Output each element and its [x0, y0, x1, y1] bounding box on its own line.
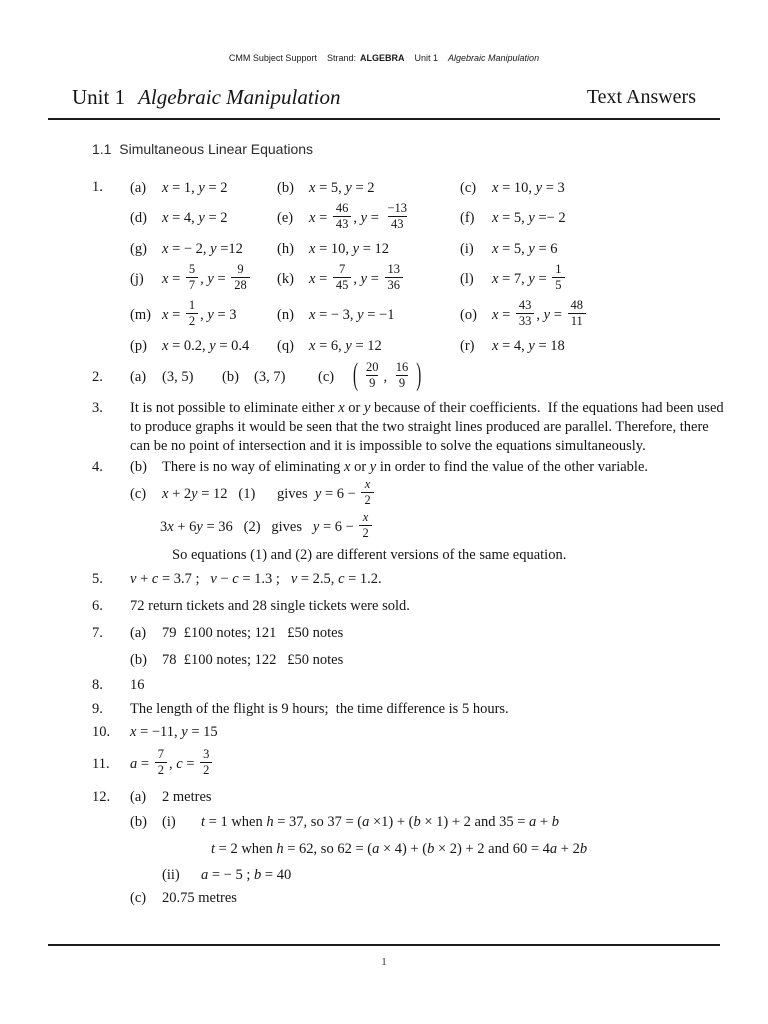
part-label: (b): [130, 651, 147, 668]
fraction: $\frac{43}{33}$: [516, 298, 535, 329]
part-label: (h): [277, 240, 294, 257]
answer-text: 16: [130, 676, 145, 693]
part-label: (c): [318, 369, 335, 386]
part-label: (g): [130, 240, 147, 257]
answer-text: 79 £100 notes; 121 £50 notes: [162, 625, 344, 642]
math-answer: 3x + 6y = 36 (2) gives y = 6 − $\frac{x}{2}$: [160, 512, 374, 543]
part-answer: x = 5, y = 2: [309, 179, 375, 196]
question-3: [92, 399, 768, 456]
title-right: Text Answers: [586, 86, 696, 108]
part-label: (i): [460, 240, 474, 257]
part-answer: x = 10, y = 12: [309, 240, 389, 257]
part-answer: x = 5, y = 6: [492, 240, 558, 257]
question-2: [92, 359, 768, 393]
question-7-part-b: [92, 651, 768, 670]
question-8: [92, 676, 768, 695]
part-label: (q): [277, 337, 294, 354]
part-label: (p): [130, 337, 147, 354]
running-header: [0, 53, 768, 63]
part-answer: (3, 5): [162, 369, 194, 386]
part-answer: x = 0.2, y = 0.4: [162, 337, 250, 354]
title-name: Algebraic Manipulation: [138, 85, 341, 109]
math-answer: t = 1 when h = 37, so 37 = (a ×1) + (b × 1) + 2 and 35 = a + b: [201, 814, 559, 831]
answer-cell: [277, 178, 460, 198]
answer-cell: [277, 203, 460, 234]
part-label: (c): [460, 179, 477, 196]
answer-cell: [277, 264, 460, 295]
title-bar: [72, 85, 696, 113]
part-answer: x = − 2, y =12: [162, 240, 243, 257]
fraction: $\frac{7}{2}$: [155, 747, 167, 778]
answer-cell: [460, 239, 768, 259]
part-answer: x = 7, y = $\frac{1}{5}$: [492, 264, 567, 295]
fraction: $\frac{5}{7}$: [186, 262, 198, 293]
answer-paragraph: It is not possible to eliminate either x or y because of their coefficients. If the equations had been used to produce graphs it would be seen that the two straight lines produced are parallel. Therefore, there can be no point of intersection and it is impossible to solve the equations simultaneously.: [130, 400, 728, 454]
answer-cell: [460, 178, 768, 198]
math-answer: a = − 5 ; b = 40: [201, 866, 292, 883]
question-number: 8.: [92, 676, 103, 693]
part-answer: x = − 3, y = −1: [309, 307, 395, 324]
answer-cell: [130, 264, 277, 295]
answer-text: 20.75 metres: [162, 889, 237, 906]
part-label: (o): [460, 307, 477, 324]
fraction: $\frac{48}{11}$: [568, 298, 587, 329]
subpart-label: (i): [162, 814, 176, 831]
answer-cell: [318, 359, 424, 393]
math-answer: a = $\frac{7}{2}$ , c = $\frac{3}{2}$: [130, 749, 214, 780]
fraction: $\frac{-13}{43}$: [387, 201, 408, 232]
header-divider: [48, 118, 720, 120]
footer-divider: [48, 944, 720, 946]
question-number: 2.: [92, 369, 103, 386]
part-label: (l): [460, 271, 474, 288]
strand-label: Strand:: [326, 53, 356, 63]
running-header-unit-title: Algebraic Manipulation: [448, 53, 540, 63]
question-number: 4.: [92, 458, 103, 475]
question-12-part-c: [92, 889, 768, 908]
part-answer: x = 10, y = 3: [492, 179, 565, 196]
part-label: (n): [277, 307, 294, 324]
answer-text: So equations (1) and (2) are different versions of the same equation.: [172, 546, 567, 563]
big-left-paren: (: [353, 359, 358, 393]
title-unit: Unit 1: [72, 85, 126, 109]
question-number: 7.: [92, 625, 103, 642]
fraction: $\frac{46}{43}$: [333, 201, 352, 232]
question-12-part-b-ii: [92, 866, 768, 885]
question-12-part-a: [92, 788, 768, 807]
question-number: 6.: [92, 598, 103, 615]
fraction: $\frac{1}{2}$: [186, 298, 198, 329]
q2-parts: [130, 359, 768, 393]
fraction: $\frac{x}{2}$: [359, 510, 371, 541]
fraction: $\frac{3}{2}$: [200, 747, 212, 778]
part-answer: x = $\frac{7}{45}$ , y = $\frac{13}{36}$: [309, 264, 405, 295]
part-label: (k): [277, 271, 294, 288]
part-label: (b): [130, 814, 147, 831]
question-9: [92, 700, 768, 719]
math-answer: x + 2y = 12 (1) gives y = 6 − $\frac{x}{2}$: [162, 479, 376, 510]
part-answer: x = $\frac{46}{43}$ , y = $\frac{-13}{43}$: [309, 203, 412, 234]
answer-text: 2 metres: [162, 789, 212, 806]
question-number: 10.: [92, 724, 111, 741]
part-answer: ( $\frac{20}{9}$ , $\frac{16}{9}$ ): [350, 362, 424, 393]
fraction: $\frac{9}{28}$: [231, 262, 250, 293]
subpart-label: (ii): [162, 866, 180, 883]
part-label: (a): [130, 179, 147, 196]
question-4-part-c-line1: [92, 476, 768, 510]
answer-cell: [460, 300, 768, 331]
question-number: 1.: [92, 179, 103, 196]
answer-cell: [130, 368, 222, 387]
question-4-part-c-line2: [92, 509, 768, 543]
question-number: 3.: [92, 400, 103, 417]
answers-body: [0, 140, 768, 908]
part-label: (m): [130, 307, 151, 324]
question-11: [92, 748, 768, 780]
math-answer: t = 2 when h = 62, so 62 = (a × 4) + (b × 2) + 2 and 60 = 4a + 2b: [211, 841, 588, 857]
question-7-part-a: [92, 624, 768, 643]
part-label: (a): [130, 625, 147, 642]
question-4-note: [92, 546, 768, 565]
question-number: 5.: [92, 571, 103, 588]
fraction: $\frac{x}{2}$: [361, 477, 373, 508]
section-heading: 1.1 Simultaneous Linear Equations: [92, 141, 314, 157]
math-answer: v + c = 3.7 ; v − c = 1.3 ; v = 2.5, c = 1.2.: [130, 571, 382, 588]
answer-cell: [277, 239, 460, 259]
part-answer: x = 6, y = 12: [309, 337, 382, 354]
answer-cell: [460, 336, 768, 356]
part-label: (b): [130, 458, 147, 475]
answer-cell: [130, 178, 277, 198]
big-right-paren: ): [416, 359, 422, 393]
part-label: (r): [460, 337, 475, 354]
fraction: $\frac{16}{9}$: [395, 360, 409, 391]
page-number: 1: [381, 956, 387, 968]
running-header-strand: [327, 53, 405, 63]
question-12-part-b-i-line1: [92, 813, 768, 832]
answer-cell: [130, 336, 277, 356]
question-number: 9.: [92, 700, 103, 717]
q1-grid: [130, 178, 768, 356]
part-label: (f): [460, 210, 475, 227]
answer-text: There is no way of eliminating x or y in order to find the value of the other variable.: [162, 458, 649, 475]
fraction: $\frac{1}{5}$: [552, 262, 564, 293]
part-label: (a): [130, 369, 147, 386]
answer-cell: [222, 368, 318, 387]
question-number: 11.: [92, 755, 110, 772]
question-6: [92, 597, 768, 616]
answer-cell: [277, 300, 460, 331]
running-header-unit: Unit 1: [414, 53, 439, 63]
part-label: (a): [130, 789, 147, 806]
part-answer: x = $\frac{1}{2}$ , y = 3: [162, 298, 237, 329]
part-label: (c): [130, 485, 147, 502]
answer-text: The length of the flight is 9 hours; the time difference is 5 hours.: [130, 700, 509, 717]
question-5: [92, 570, 768, 589]
part-label: (e): [277, 210, 294, 227]
fraction: $\frac{13}{36}$: [385, 262, 404, 293]
answer-cell: [130, 203, 277, 234]
fraction: $\frac{20}{9}$: [366, 360, 379, 391]
answer-cell: [277, 336, 460, 356]
part-answer: x = 4, y = 2: [162, 210, 228, 227]
part-answer: x = 5, y =− 2: [492, 210, 566, 227]
part-answer: x = $\frac{5}{7}$ , y = $\frac{9}{28}$: [162, 264, 252, 295]
part-label: (c): [130, 889, 147, 906]
question-4-part-b: [92, 458, 768, 477]
answer-text: 78 £100 notes; 122 £50 notes: [162, 651, 344, 668]
answer-cell: [130, 300, 277, 331]
strand-value: ALGEBRA: [360, 53, 405, 63]
answer-text: 72 return tickets and 28 single tickets were sold.: [130, 598, 410, 615]
answer-cell: [130, 239, 277, 259]
part-label: (b): [277, 179, 294, 196]
question-number: 12.: [92, 789, 111, 806]
question-10: [92, 723, 768, 742]
question-1: [92, 178, 768, 356]
part-label: (d): [130, 210, 147, 227]
answer-cell: [460, 203, 768, 234]
part-answer: x = 4, y = 18: [492, 337, 565, 354]
math-answer: x = −11, y = 15: [130, 724, 218, 741]
answer-cell: [460, 264, 768, 295]
fraction: $\frac{7}{45}$: [333, 262, 352, 293]
part-label: (j): [130, 271, 144, 288]
part-answer: x = 1, y = 2: [162, 179, 228, 196]
part-answer: x = $\frac{43}{33}$ , y = $\frac{48}{11}$: [492, 300, 588, 331]
running-header-product: CMM Subject Support: [228, 53, 317, 63]
part-label: (b): [222, 369, 239, 386]
question-12-part-b-i-line2: [92, 840, 768, 859]
part-answer: (3, 7): [254, 369, 286, 386]
